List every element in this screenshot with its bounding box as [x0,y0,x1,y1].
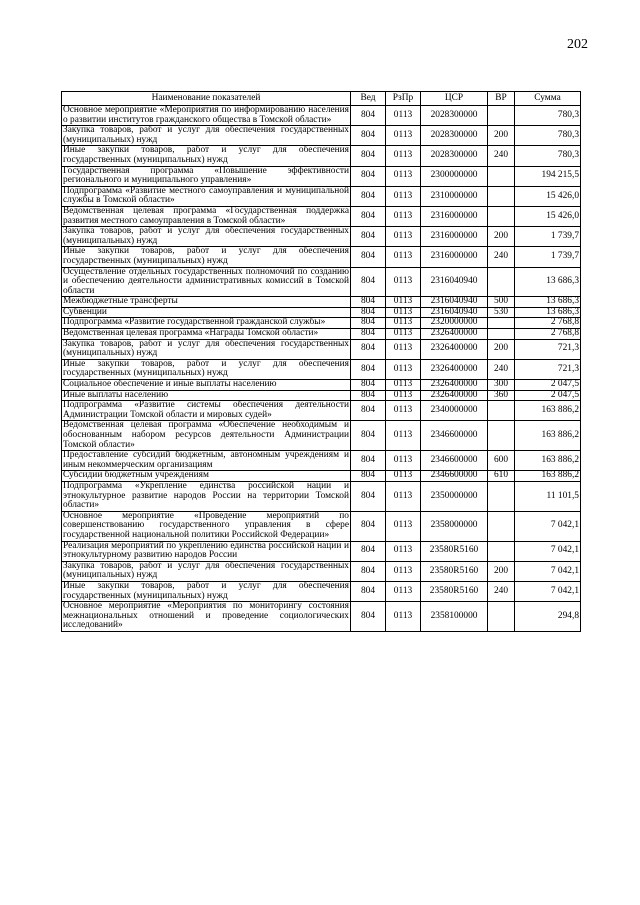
cell-rzpr: 0113 [386,267,421,297]
cell-name: Ведомственная целевая программа «Награды Томской области» [62,329,351,340]
cell-ved: 804 [351,421,386,451]
cell-vr [488,541,515,561]
cell-csr: 2346600000 [421,451,488,471]
cell-name: Основное мероприятие «Мероприятия по мониторингу состояния межнациональных отношений и проведение социологических исследований» [63,601,349,631]
cell-csr: 2310000000 [421,186,488,206]
cell-ved: 804 [351,126,386,146]
table-row [62,126,581,146]
cell-rzpr: 0113 [386,401,421,421]
header-sum: Сумма [515,92,581,106]
cell-ved: 804 [351,206,386,226]
cell-csr: 2358100000 [421,602,488,632]
table-row [62,401,581,421]
cell-rzpr: 0113 [386,307,421,318]
cell-csr: 2028300000 [421,126,488,146]
cell-name: Иные закупки товаров, работ и услуг для обеспечения государственных (муниципальных) нужд [63,246,349,266]
cell-name: Ведомственная целевая программа «Обеспечение необходимым и обоснованным набором ресурсов деятельности Администрации Томской области» [63,420,349,450]
cell-ved: 804 [351,307,386,318]
cell-csr: 2316040940 [421,307,488,318]
cell-sum: 7 042,1 [515,541,581,561]
cell-rzpr: 0113 [386,581,421,601]
table-row [62,359,581,379]
cell-ved: 804 [351,186,386,206]
cell-rzpr: 0113 [386,359,421,379]
cell-sum: 7 042,1 [515,561,581,581]
cell-name: Реализация мероприятий по укреплению единства российской нации и этнокультурному развитию народов России [63,540,349,561]
cell-csr: 2326400000 [421,359,488,379]
cell-ved: 804 [351,297,386,308]
header-name: Наименование показателей [62,92,351,106]
cell-sum: 1 739,7 [515,247,581,267]
cell-rzpr: 0113 [386,561,421,581]
cell-sum: 11 101,5 [515,481,581,511]
cell-sum: 163 886,2 [515,401,581,421]
cell-ved: 804 [351,106,386,126]
cell-vr: 200 [488,227,515,247]
cell-vr: 240 [488,581,515,601]
cell-rzpr: 0113 [386,511,421,541]
table-row [62,451,581,471]
cell-vr [488,106,515,126]
cell-vr: 240 [488,146,515,166]
header-vr: ВР [488,92,515,106]
cell-vr: 530 [488,307,515,318]
cell-name: Ведомственная целевая программа «Государственная поддержка развития местного самоуправления в Томской области» [63,205,349,226]
cell-name: Подпрограмма «Развитие системы обеспечения деятельности Администрации Томской области и мировых судей» [63,400,349,420]
cell-name: Осуществление отдельных государственных полномочий по созданию и обеспечению деятельности административных комиссий в Томской области [63,266,349,296]
table-row [62,329,581,340]
cell-name: Предоставление субсидий бюджетным, автономным учреждениям и иным некоммерческим организациям [63,450,349,470]
cell-rzpr: 0113 [386,602,421,632]
table-row [62,380,581,391]
cell-sum: 2 768,8 [515,318,581,329]
cell-name: Подпрограмма «Укрепление единства российской нации и этнокультурное развитие народов России на территории Томской области» [63,480,349,511]
cell-vr: 200 [488,126,515,146]
cell-ved: 804 [351,541,386,561]
cell-ved: 804 [351,247,386,267]
cell-vr [488,186,515,206]
table-row [62,247,581,267]
table-row [62,106,581,126]
table-row [62,318,581,329]
cell-sum: 7 042,1 [515,581,581,601]
cell-rzpr: 0113 [386,318,421,329]
budget-table [61,91,581,632]
cell-ved: 804 [351,401,386,421]
cell-vr [488,318,515,329]
cell-csr: 2326400000 [421,380,488,391]
cell-sum: 13 686,3 [515,297,581,308]
cell-rzpr: 0113 [386,146,421,166]
cell-vr: 360 [488,390,515,401]
cell-name: Основное мероприятие «Мероприятия по информированию населения о развитии институтов гражданского общества в Томской области» [63,105,349,125]
cell-ved: 804 [351,561,386,581]
cell-ved: 804 [351,451,386,471]
cell-ved: 804 [351,267,386,297]
table-row [62,339,581,359]
cell-sum: 294,8 [515,602,581,632]
cell-rzpr: 0113 [386,329,421,340]
cell-ved: 804 [351,481,386,511]
cell-ved: 804 [351,602,386,632]
cell-ved: 804 [351,318,386,329]
cell-rzpr: 0113 [386,339,421,359]
cell-rzpr: 0113 [386,541,421,561]
cell-name: Субсидии бюджетным учреждениям [62,471,351,482]
cell-csr: 2316040940 [421,267,488,297]
cell-csr: 2316040940 [421,297,488,308]
cell-sum: 2 047,5 [515,380,581,391]
cell-sum: 780,3 [515,126,581,146]
cell-rzpr: 0113 [386,126,421,146]
cell-csr: 2316000000 [421,227,488,247]
cell-ved: 804 [351,471,386,482]
cell-sum: 7 042,1 [515,511,581,541]
cell-sum: 2 047,5 [515,390,581,401]
cell-sum: 13 686,3 [515,307,581,318]
cell-name: Государственная программа «Повышение эффективности регионального и муниципального управления» [63,165,349,186]
cell-name: Закупка товаров, работ и услуг для обеспечения государственных (муниципальных) нужд [63,560,349,581]
cell-sum: 721,3 [515,359,581,379]
cell-vr [488,166,515,186]
cell-sum: 194 215,5 [515,166,581,186]
table-row [62,511,581,541]
table-row [62,146,581,166]
cell-vr: 200 [488,339,515,359]
page-number: 202 [567,37,588,52]
cell-sum: 163 886,2 [515,451,581,471]
cell-ved: 804 [351,390,386,401]
cell-name: Иные закупки товаров, работ и услуг для обеспечения государственных (муниципальных) нужд [63,358,349,379]
cell-csr: 2316000000 [421,206,488,226]
table-row [62,471,581,482]
table-row [62,421,581,451]
table-row [62,206,581,226]
cell-sum: 2 768,8 [515,329,581,340]
cell-vr: 200 [488,561,515,581]
cell-rzpr: 0113 [386,186,421,206]
table-row [62,186,581,206]
cell-sum: 13 686,3 [515,267,581,297]
cell-vr [488,401,515,421]
cell-csr: 23580R5160 [421,561,488,581]
table-header-row [62,92,581,106]
table-row [62,602,581,632]
cell-name: Иные выплаты населению [62,390,351,401]
cell-vr: 600 [488,451,515,471]
cell-ved: 804 [351,329,386,340]
cell-name: Подпрограмма «Развитие государственной гражданской службы» [62,318,351,329]
cell-sum: 780,3 [515,146,581,166]
cell-csr: 23580R5160 [421,541,488,561]
cell-rzpr: 0113 [386,451,421,471]
cell-rzpr: 0113 [386,421,421,451]
cell-rzpr: 0113 [386,380,421,391]
cell-vr [488,602,515,632]
cell-vr [488,206,515,226]
cell-vr [488,421,515,451]
cell-rzpr: 0113 [386,297,421,308]
cell-vr [488,511,515,541]
table-row [62,581,581,601]
cell-rzpr: 0113 [386,206,421,226]
table-row [62,561,581,581]
cell-vr [488,267,515,297]
cell-name: Закупка товаров, работ и услуг для обеспечения государственных (муниципальных) нужд [63,226,349,246]
cell-csr: 2346600000 [421,471,488,482]
cell-name: Основное мероприятие «Проведение мероприятий по совершенствованию государственного управления в сфере государственной национальной политики Российской Федерации» [63,510,349,540]
table-row [62,481,581,511]
table-row [62,267,581,297]
cell-name: Субвенции [62,307,351,318]
cell-csr: 2316000000 [421,247,488,267]
cell-ved: 804 [351,511,386,541]
cell-csr: 23580R5160 [421,581,488,601]
cell-name: Межбюджетные трансферты [62,297,351,308]
cell-name: Подпрограмма «Развитие местного самоуправления и муниципальной службы в Томской области» [63,185,349,206]
cell-csr: 2346600000 [421,421,488,451]
cell-csr: 2028300000 [421,146,488,166]
cell-vr: 500 [488,297,515,308]
cell-csr: 2300000000 [421,166,488,186]
cell-sum: 15 426,0 [515,186,581,206]
cell-rzpr: 0113 [386,166,421,186]
cell-ved: 804 [351,339,386,359]
cell-rzpr: 0113 [386,106,421,126]
cell-sum: 721,3 [515,339,581,359]
cell-sum: 163 886,2 [515,471,581,482]
cell-rzpr: 0113 [386,227,421,247]
cell-ved: 804 [351,359,386,379]
cell-rzpr: 0113 [386,481,421,511]
cell-ved: 804 [351,581,386,601]
cell-name: Закупка товаров, работ и услуг для обеспечения государственных (муниципальных) нужд [63,125,349,145]
cell-rzpr: 0113 [386,471,421,482]
table-row [62,166,581,186]
table-row [62,541,581,561]
header-rzpr: РзПр [386,92,421,106]
cell-vr [488,329,515,340]
cell-vr: 300 [488,380,515,391]
cell-rzpr: 0113 [386,390,421,401]
table-row [62,297,581,308]
cell-csr: 2350000000 [421,481,488,511]
cell-name: Иные закупки товаров, работ и услуг для обеспечения государственных (муниципальных) нужд [63,580,349,601]
header-csr: ЦСР [421,92,488,106]
cell-csr: 2340000000 [421,401,488,421]
cell-vr: 610 [488,471,515,482]
header-ved: Вед [351,92,386,106]
cell-sum: 15 426,0 [515,206,581,226]
cell-sum: 1 739,7 [515,227,581,247]
cell-rzpr: 0113 [386,247,421,267]
cell-csr: 2326400000 [421,339,488,359]
cell-name: Социальное обеспечение и иные выплаты населению [62,380,351,391]
cell-ved: 804 [351,146,386,166]
cell-vr: 240 [488,359,515,379]
cell-name: Иные закупки товаров, работ и услуг для обеспечения государственных (муниципальных) нужд [63,145,349,165]
cell-vr: 240 [488,247,515,267]
cell-ved: 804 [351,166,386,186]
cell-ved: 804 [351,227,386,247]
table-row [62,227,581,247]
cell-name: Закупка товаров, работ и услуг для обеспечения государственных (муниципальных) нужд [63,338,349,359]
cell-sum: 163 886,2 [515,421,581,451]
cell-csr: 2326400000 [421,329,488,340]
cell-ved: 804 [351,380,386,391]
cell-csr: 2358000000 [421,511,488,541]
cell-csr: 2320000000 [421,318,488,329]
cell-csr: 2326400000 [421,390,488,401]
cell-sum: 780,3 [515,106,581,126]
cell-vr [488,481,515,511]
cell-csr: 2028300000 [421,106,488,126]
